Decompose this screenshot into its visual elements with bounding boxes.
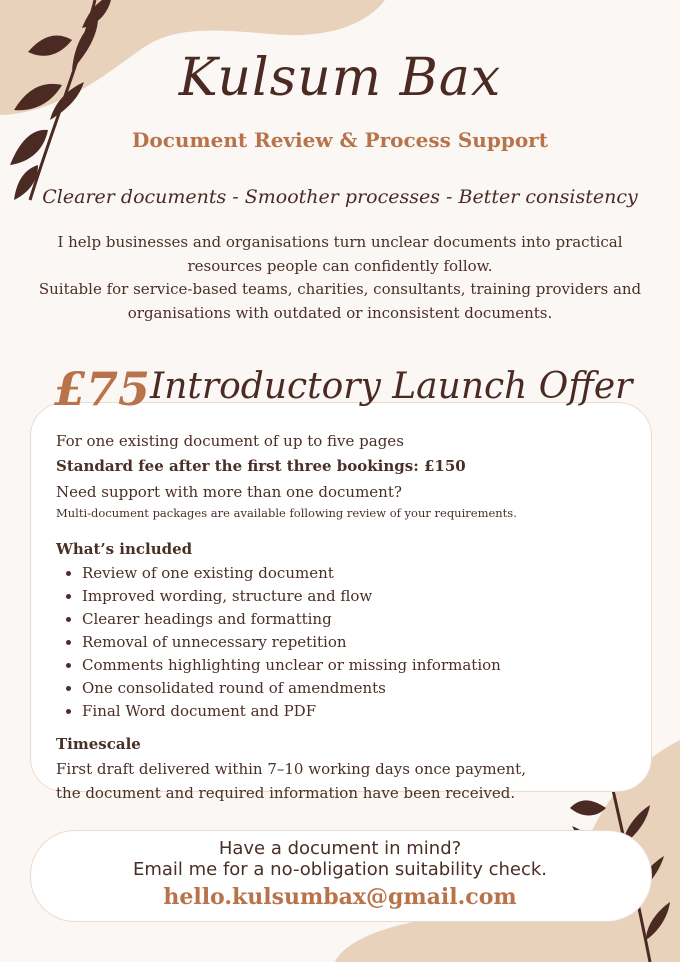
included-list [62,562,501,723]
list-item: • Clearer headings and formatting [82,608,501,631]
intro-line: Suitable for service-based teams, charities, consultants, training providers and [38,280,642,298]
tagline: Clearer documents - Smoother processes - Better consistency [42,186,638,208]
timescale-line: the document and required information have been received. [56,784,516,802]
brand-name: Kulsum Bax [178,48,502,108]
intro-paragraph [30,231,650,325]
offer-title: Introductory Launch Offer [150,366,633,407]
contact-prompt [30,838,650,880]
brand-subtitle: Document Review & Process Support [132,128,548,152]
offer-price: £75 [54,362,151,416]
list-item: • Removal of unnecessary repetition [82,631,501,654]
timescale-line: First draft delivered within 7–10 working days once payment, [56,760,526,778]
intro-line: I help businesses and organisations turn unclear documents into practical [57,233,623,251]
contact-line-1: Have a document in mind? [218,838,462,859]
list-item: • Review of one existing document [82,562,501,585]
intro-line: organisations with outdated or inconsistent documents. [127,303,553,322]
more-documents-question: Need support with more than one document? [56,483,402,501]
contact-email-link[interactable]: hello.kulsumbax@gmail.com [163,884,517,910]
contact-line-2: Email me for a no-obligation suitability check. [132,859,548,880]
list-item: • Final Word document and PDF [82,700,501,723]
list-item: • Comments highlighting unclear or missing information [82,654,501,677]
packages-note: Multi-document packages are available following review of your requirements. [56,506,517,520]
timescale-heading: Timescale [56,735,141,753]
intro-line: resources people can confidently follow. [187,256,493,275]
included-heading: What’s included [56,540,193,558]
standard-fee: Standard fee after the first three bookings: £150 [56,457,466,475]
list-item: • Improved wording, structure and flow [82,585,501,608]
list-item: • One consolidated round of amendments [82,677,501,700]
offer-scope: For one existing document of up to five pages [56,432,404,450]
